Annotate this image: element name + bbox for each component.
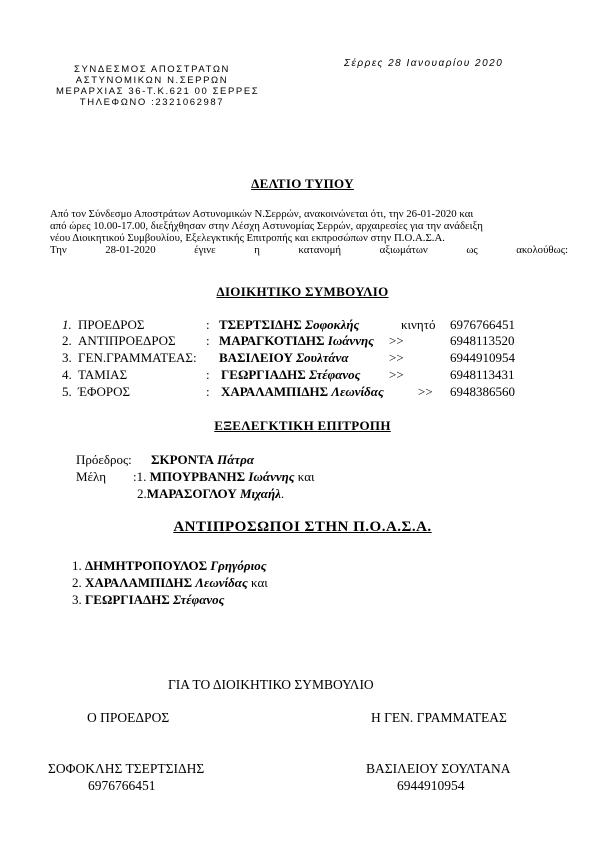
board-row-number: 3. [62,350,72,365]
secretary-name: ΒΑΣΙΛΕΙΟΥ ΣΟΥΛΤΑΝΑ [366,761,511,776]
audit-members-label: Μέλη [76,469,107,484]
audit-member-given: Μιχαήλ [239,486,281,501]
intro-word: 28-01-2020 [105,244,156,256]
poasa-rep-surname: ΔΗΜΗΤΡΟΠΟΥΛΟΣ [85,558,208,573]
president-title: Ο ΠΡΟΕΔΡΟΣ [87,710,170,725]
board-row-number: 1. [62,317,72,332]
intro-word: ως [466,244,478,256]
poasa-rep-conjunction: και [251,575,268,590]
board-row-role: ΠΡΟΕΔΡΟΣ [78,317,145,332]
board-row-given-name: Σουλτάνα [296,350,349,365]
org-address: ΜΕΡΑΡΧΙΑΣ 36-Τ.Κ.621 00 ΣΕΡΡΕΣ [56,86,260,97]
board-row-role: ΈΦΟΡΟΣ [78,384,131,399]
board-row-name [219,350,349,366]
board-row-colon: : [206,333,210,348]
president-phone: 6976766451 [88,778,156,793]
board-row-name [219,333,374,349]
org-header [56,64,260,108]
board-row-phone-label: >> [389,367,404,382]
audit-member-surname: ΜΑΡΑΣΟΓΛΟΥ [146,486,237,501]
intro-word: έγινε [194,244,216,256]
document-date: Σέρρες 28 Ιανουαρίου 2020 [344,58,504,69]
board-row-given-name: Λεωνίδας [331,384,384,399]
audit-member-2 [137,486,284,502]
audit-president-name [151,452,254,468]
board-row-role: ΤΑΜΙΑΣ [78,367,128,382]
board-row-phone-label: >> [418,384,433,399]
audit-member-number: :1. [133,469,147,484]
board-row-name [221,384,384,400]
board-row-phone-label: κινητό [401,317,436,332]
intro-word: κατανομή [298,244,342,256]
board-row-phone: 6944910954 [450,350,515,365]
intro-line-3: νέου Διοικητικού Συμβουλίου, Εξελεγκτικής Επιτροπής και εκπροσώπων στην Π.Ο.Α.Σ.Α. [50,232,445,244]
audit-president-given: Πάτρα [217,452,255,467]
board-row-name [219,317,359,333]
intro-word: ακολούθως: [516,244,568,256]
poasa-rep [72,558,267,574]
poasa-rep-number: 1. [72,558,82,573]
secretary-phone: 6944910954 [397,778,465,793]
board-row-phone: 6948113520 [450,333,515,348]
audit-member-period: . [280,486,285,501]
board-row-surname: ΤΣΕΡΤΣΙΔΗΣ [219,317,302,332]
poasa-rep-number: 3. [72,592,82,607]
intro-line-1: Από τον Σύνδεσμο Αποστράτων Αστυνομικών Ν.Σερρών, ανακοινώνεται ότι, την 26-01-2020 και [50,208,474,220]
org-phone: ΤΗΛΕΦΩΝΟ :2321062987 [79,97,225,108]
board-heading: ΔΙΟΙΚΗΤΙΚΟ ΣΥΜΒΟΥΛΙΟ [216,284,389,299]
poasa-heading: ΑΝΤΙΠΡΟΣΩΠΟΙ ΣΤΗΝ Π.Ο.Α.Σ.Α. [173,519,432,535]
board-row-role: ΑΝΤΙΠΡΟΕΔΡΟΣ [78,333,176,348]
board-row-role: ΓΕΝ.ΓΡΑΜΜΑΤΕΑΣ: [78,350,197,365]
poasa-rep-given: Γρηγόριος [210,558,267,573]
intro-word: η [254,244,260,256]
board-row-surname: ΜΑΡΑΓΚΟΤΙΔΗΣ [219,333,325,348]
board-row-surname: ΓΕΩΡΓΙΑΔΗΣ [221,367,306,382]
audit-member-conjunction: και [297,469,315,484]
board-row-given-name: Ιωάννης [327,333,374,348]
audit-president-surname: ΣΚΡΟΝΤΑ [151,452,214,467]
board-row-given-name: Σοφοκλής [305,317,360,332]
intro-word: Την [50,244,67,256]
org-name-line2: ΑΣΤΥΝΟΜΙΚΩΝ Ν.ΣΕΡΡΩΝ [75,75,229,86]
board-row-colon: : [206,367,210,382]
board-row-phone: 6948113431 [450,367,515,382]
board-row-surname: ΧΑΡΑΛΑΜΠΙΔΗΣ [221,384,329,399]
intro-word: αξιωμάτων [379,244,428,256]
poasa-rep-number: 2. [72,575,82,590]
intro-line-4 [50,245,568,257]
board-row-given-name: Στέφανος [309,367,361,382]
board-row-phone: 6976766451 [450,317,515,332]
document-title: ΔΕΛΤΙΟ ΤΥΠΟΥ [251,176,354,191]
org-name-line1: ΣΥΝΔΕΣΜΟΣ ΑΠΟΣΤΡΑΤΩΝ [73,64,231,75]
audit-heading: ΕΞΕΛΕΓΚΤΙΚΗ ΕΠΙΤΡΟΠΗ [214,418,391,433]
board-row-phone-label: >> [389,333,404,348]
audit-member-given: Ιωάννης [248,469,295,484]
board-row-phone-label: >> [389,350,404,365]
board-row-phone: 6948386560 [450,384,515,399]
president-name: ΣΟΦΟΚΛΗΣ ΤΣΕΡΤΣΙΔΗΣ [48,761,205,776]
board-row-surname: ΒΑΣΙΛΕΙΟΥ [219,350,293,365]
signature-heading: ΓΙΑ ΤΟ ΔΙΟΙΚΗΤΙΚΟ ΣΥΜΒΟΥΛΙΟ [168,677,374,692]
poasa-rep-surname: ΧΑΡΑΛΑΜΠΙΔΗΣ [85,575,193,590]
poasa-rep-given: Λεωνίδας [195,575,248,590]
board-row-colon: : [206,317,210,332]
board-row-colon: : [206,384,210,399]
audit-member-surname: ΜΠΟΥΡΒΑΝΗΣ [149,469,246,484]
poasa-rep-given: Στέφανος [173,592,225,607]
intro-line-2: από ώρες 10.00-17.00, διεξήχθησαν στην Λέσχη Αστυνομίας Σερρών, αρχαιρεσίες για την ανάδειξη [50,220,483,232]
board-row-number: 2. [62,333,72,348]
audit-president-label: Πρόεδρος: [76,452,132,467]
poasa-rep [72,592,224,608]
poasa-rep-surname: ΓΕΩΡΓΙΑΔΗΣ [85,592,170,607]
audit-member-1 [133,469,315,485]
board-row-number: 4. [62,367,72,382]
board-row-name [221,367,360,383]
board-row-number: 5. [62,384,72,399]
audit-member-number: 2. [137,486,147,501]
secretary-title: Η ΓΕΝ. ΓΡΑΜΜΑΤΕΑΣ [371,710,507,725]
poasa-rep [72,575,268,591]
